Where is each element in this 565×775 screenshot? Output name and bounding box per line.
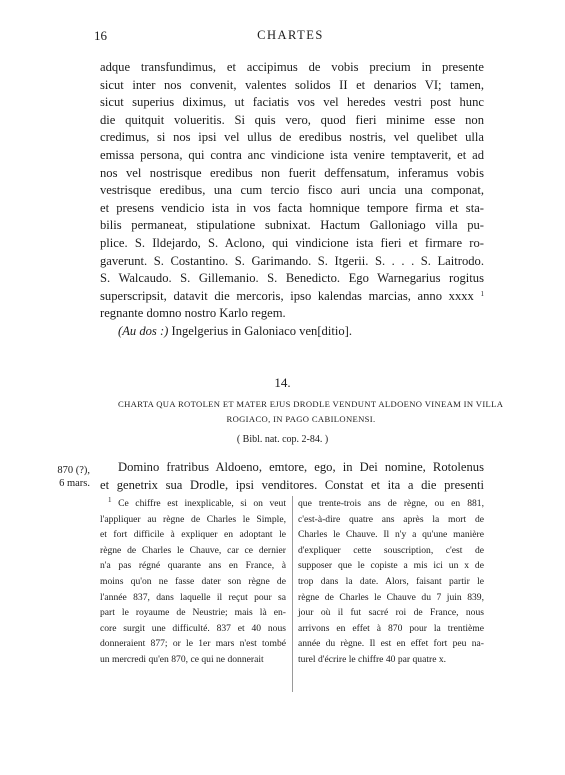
text-line: die quitquit volueritis. Si quis vero, quod fieri minime esse non [100, 112, 484, 127]
text-line-content: Domino fratribus Aldoeno, emtore, ego, in Dei nomine, Rotolenus [118, 460, 484, 474]
footnote-line [100, 496, 286, 512]
text-line-with-footnote [100, 288, 484, 306]
endorsement-text: Ingelgerius in Galoniaco ven[ditio]. [168, 323, 352, 338]
charter-text-block [100, 458, 484, 494]
footnote-line: supposer que le copiste a mis ici un x de [298, 560, 484, 572]
footnote-line: Charles le Chauve. Il n'y a qu'une manière [298, 529, 484, 541]
footnote-line: turel d'écrire le chiffre 40 par quatre x. [298, 653, 447, 665]
footnote-line: core surgit une difficulté. 837 et 40 nous [100, 622, 286, 634]
footnote-line: d'expliquer cette souscription, c'est de [298, 544, 484, 556]
footnote-line: règne de Charles le Chauve, car ce dernier [100, 544, 286, 556]
page-header [94, 28, 487, 44]
footnote-right-column [298, 496, 484, 668]
text-line: sicut superius diximus, ut faciatis vos vel heredes vestri post hunc [100, 95, 484, 110]
charter-number: 14. [274, 375, 291, 390]
text-line [100, 458, 484, 476]
footnote-line: c'est-à-dire quatre ans après la mort de [298, 513, 484, 525]
charter-title-line: CHARTA QUA ROTOLEN ET MATER EJUS DRODLE VENDUNT ALDOENO VINEAM IN VILLA [118, 399, 504, 409]
footnote-line: n'a pas régné quarante ans en France, à [100, 560, 286, 572]
footnote-line: l'appliquer au règne de Charles le Simple, [100, 513, 286, 525]
text-line: regnante domno nostro Karlo regem. [100, 306, 286, 321]
text-line: bilis permaneat, stipulatione subnixat. Hactum Galloniago villa pu- [100, 218, 484, 233]
footnote-line: moins qu'on ne fasse dater son règne de [100, 575, 286, 587]
text-line: plice. S. Ildejardo, S. Aclono, qui vindicione ista fieri et firmare ro- [100, 235, 484, 250]
footnote-line: règne de Charles le Chauve du 7 juin 839, [298, 591, 484, 603]
footnote-line: un mercredi qu'en 870, ce qui ne donnerait [100, 653, 264, 665]
footnote-line: donneraient 877; or le 1er mars n'est tombé [100, 638, 286, 650]
footnote-line: jour où il fut sacré roi de France, nous [298, 607, 484, 619]
footnote-line-content: Ce chiffre est inexplicable, si on veut [118, 498, 286, 509]
text-line: et presens vendicio ista in vos facta homnique tempore firma et sta- [100, 200, 484, 215]
margin-date [40, 464, 90, 490]
text-line: gaverunt. S. Costantino. S. Garimando. S. Itgerii. S. . . . S. Laitrodo. [100, 253, 484, 268]
source-reference: ( Bibl. nat. cop. 2-84. ) [236, 434, 329, 445]
footnote-line: année du règne. Il est en effet fort peu na- [298, 638, 484, 650]
footnote-line: l'année 837, dans laquelle il reçut pour sa [100, 591, 286, 603]
margin-date-year: 870 (?), [57, 465, 90, 476]
endorsement-label: (Au dos :) [118, 323, 169, 338]
text-line: S. Walcaudo. S. Gillemanio. S. Benedicto. Ego Warnegarius rogitus [100, 271, 484, 286]
page-number: 16 [94, 28, 107, 43]
footnote-marker: 1 [108, 496, 112, 504]
footnote-line: que trente-trois ans de règne, ou en 881, [298, 498, 484, 509]
footnote-left-column [100, 496, 286, 668]
footnote-line: et fort difficile à expliquer en adoptant le [100, 529, 286, 541]
running-title: CHARTES [257, 28, 324, 42]
footnote-line: part le royaume de Neustrie; mais là en- [100, 607, 286, 619]
main-text-block [100, 59, 484, 341]
text-line: sicut inter nos convenit, valentes solidos II et denarios VI; tamen, [100, 77, 484, 92]
text-line: superscripsit, datavit die mercoris, ipso kalendas marcias, anno xxxx [100, 288, 474, 303]
charter-title-line: ROGIACO, IN PAGO CABILONENSI. [226, 414, 376, 424]
text-line: vestrisque eredibus, una cum tercio fisco auri uncia una componat, [100, 183, 484, 198]
footnote-line: trop dans la date. Alors, faisant partir le [298, 575, 484, 587]
charter-title [118, 397, 504, 427]
footnote-line: arrivons en effet à 870 pour la trentième [298, 622, 484, 634]
endorsement-line [100, 323, 484, 341]
text-line: adque transfundimus, et accipimus de vobis precium in presente [100, 60, 484, 74]
text-line: credimus, si nos ipsi vel ullus de eredibus nostris, vel quelibet ulla [100, 130, 484, 145]
margin-date-day: 6 mars. [59, 478, 90, 489]
footnote-column-divider [292, 496, 293, 692]
text-line: et genetrix sua Drodle, ipsi venditores. Constat et ita a die presenti [100, 478, 484, 492]
footnote-ref: 1 [480, 289, 484, 298]
text-line: emissa persona, qui contra anc vindicione ista venire temptaverit, et ad [100, 147, 484, 162]
text-line: nos vel nostrisque eredibus non fuerit deffensatum, inferamus vobis [100, 165, 484, 180]
